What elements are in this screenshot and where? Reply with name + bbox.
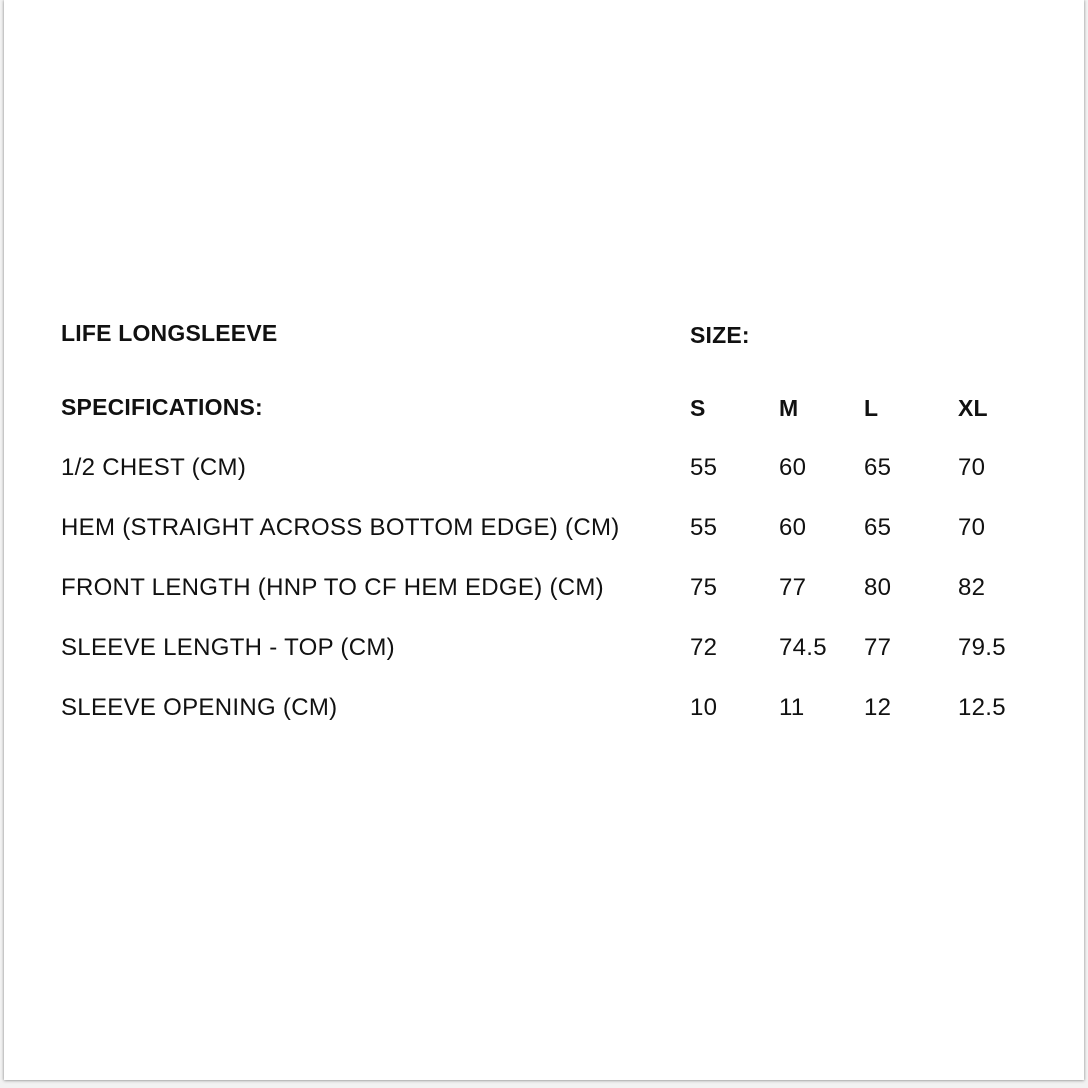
row-label-chest: 1/2 CHEST (CM) [61,454,247,481]
cell-value: 79.5 [958,634,1006,661]
cell-value: 12 [864,694,892,721]
cell-value: 82 [958,574,986,601]
cell-value: 10 [690,694,718,721]
row-label-sleeve-length: SLEEVE LENGTH - TOP (CM) [61,634,395,661]
size-label: SIZE: [690,322,750,348]
size-header-s: S [690,395,706,421]
cell-value: 74.5 [779,634,827,661]
cell-value: 12.5 [958,694,1006,721]
size-chart-card [4,0,1084,1080]
specifications-header: SPECIFICATIONS: [61,394,263,420]
cell-value: 60 [779,454,807,481]
row-label-front-length: FRONT LENGTH (HNP TO CF HEM EDGE) (CM) [61,574,604,601]
row-label-hem: HEM (STRAIGHT ACROSS BOTTOM EDGE) (CM) [61,514,620,541]
row-label-sleeve-opening: SLEEVE OPENING (CM) [61,694,338,721]
cell-value: 77 [779,574,807,601]
cell-value: 77 [864,634,892,661]
size-header-l: L [864,395,879,421]
cell-value: 75 [690,574,718,601]
cell-value: 65 [864,454,892,481]
product-title: LIFE LONGSLEEVE [61,320,278,346]
cell-value: 55 [690,454,718,481]
size-header-xl: XL [958,395,988,421]
cell-value: 11 [779,694,805,721]
cell-value: 70 [958,514,986,541]
cell-value: 72 [690,634,718,661]
cell-value: 70 [958,454,986,481]
cell-value: 65 [864,514,892,541]
cell-value: 60 [779,514,807,541]
size-header-m: M [779,395,799,421]
cell-value: 80 [864,574,892,601]
cell-value: 55 [690,514,718,541]
